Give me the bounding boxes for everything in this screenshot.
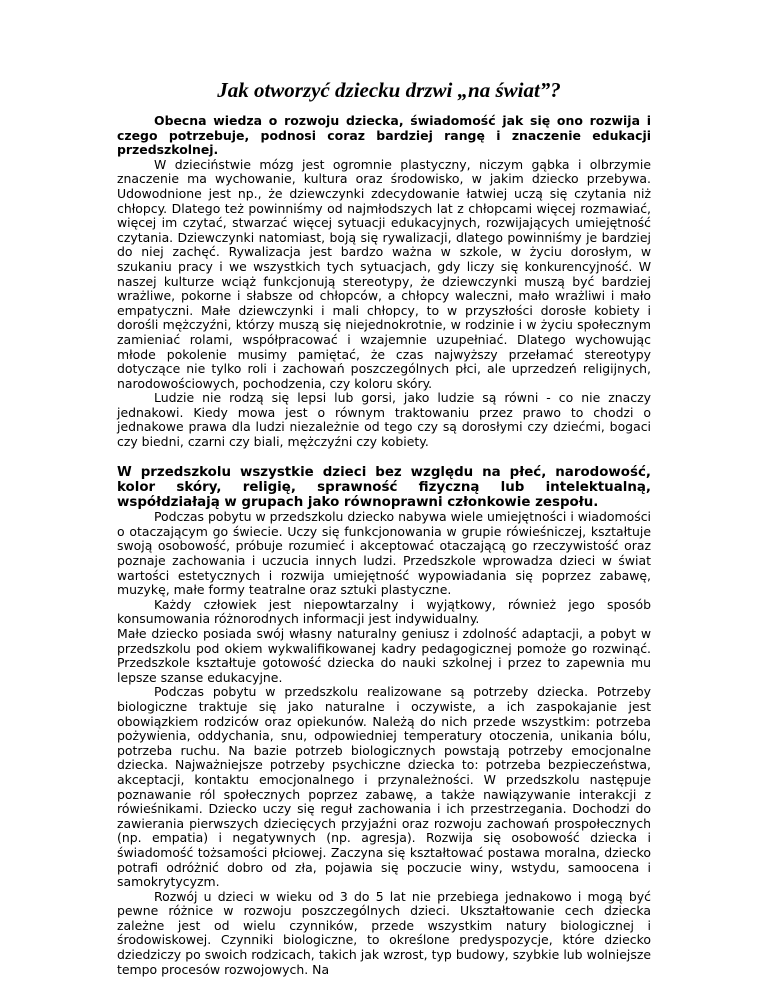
- intro-paragraph: Obecna wiedza o rozwoju dziecka, świadomość jak się ono rozwija i czego potrzebuje, podnosi coraz bardziej rangę i znaczenie edukacji przedszkolnej.: [117, 113, 651, 158]
- paragraph: Każdy człowiek jest niepowtarzalny i wyjątkowy, również jego sposób konsumowania różnorodnych informacji jest indywidualny.: [117, 596, 651, 627]
- paragraph: Podczas pobytu w przedszkolu dziecko nabywa wiele umiejętności i wiadomości o otaczającym go świecie. Uczy się funkcjonowania w grupie rówieśniczej, kształtuje swoją osobowość, próbuje rozumieć i akceptować otaczającą go rzeczywistość oraz poznaje zachowania i uczucia innych ludzi. Przedszkole wprowadza dzieci w świat wartości estetycznych i rozwija umiejętność wypowiadania się poprzez zabawę, muzykę, małe formy teatralne oraz sztuki plastyczne.: [117, 509, 651, 598]
- document-title: Jak otworzyć dziecku drzwi „na świat”?: [217, 78, 561, 102]
- paragraph: Podczas pobytu w przedszkolu realizowane są potrzeby dziecka. Potrzeby biologiczne traktuje się jako naturalne i oczywiste, a ich zaspokajanie jest obowiązkiem rodziców oraz opiekunów. Należą do nich przede wszystkim: potrzeba pożywienia, oddychania, snu, odpowiedniej temperatury otoczenia, unikania bólu, potrzeba ruchu. Na bazie potrzeb biologicznych powstają potrzeby emocjonalne dziecka. Najważniejsze potrzeby psychiczne dziecka to: potrzeba bezpieczeństwa, akceptacji, kontaktu emocjonalnego i przynależności. W przedszkolu następuje poznawanie ról społecznych poprzez zabawę, a także nawiązywanie interakcji z rówieśnikami. Dziecko uczy się reguł zachowania i ich przestrzegania. Dochodzi do zawierania pierwszych dziecięcych przyjaźni oraz rozwoju zachowań prospołecznych (np. empatia) i negatywnych (np. agresja). Rozwija się osobowość dziecka i świadomość tożsamości płciowej. Zaczyna się kształtować postawa moralna, dziecko potrafi odróżnić dobro od zła, pojawia się poczucie winy, wstydu, samoocena i samokrytycyzm.: [117, 684, 651, 890]
- bold-section-paragraph: W przedszkolu wszystkie dzieci bez względu na płeć, narodowość, kolor skóry, religię, sprawność fizyczną lub intelektualną, współdziałają w grupach jako równoprawni członkowie zespołu.: [117, 464, 651, 511]
- paragraph-gap: [117, 450, 651, 465]
- document-page: [117, 78, 651, 977]
- paragraph: Rozwój u dzieci w wieku od 3 do 5 lat nie przebiega jednakowo i mogą być pewne różnice w rozwoju poszczególnych dzieci. Ukształtowanie cech dziecka zależne jest od wielu czynników, przede wszystkim natury biologicznej i środowiskowej. Czynniki biologiczne, to określone predyspozycje, które dziecko dziedziczy po swoich rodzicach, takich jak wzrost, typ budowy, szybkie lub wolniejsze tempo procesów rozwojowych. Na: [117, 888, 651, 977]
- paragraph: Ludzie nie rodzą się lepsi lub gorsi, jako ludzie są równi - co nie znaczy jednakowi. Kiedy mowa jest o równym traktowaniu przez prawo to chodzi o jednakowe prawa dla ludzi niezależnie od tego czy są dorosłymi czy dziećmi, bogaci czy biedni, czarni czy biali, mężczyźni czy kobiety.: [117, 390, 651, 450]
- paragraph: W dzieciństwie mózg jest ogromnie plastyczny, niczym gąbka i olbrzymie znaczenie ma wychowanie, kultura oraz środowisko, w jakim dziecko przebywa. Udowodnione jest np., że dziewczynki zdecydowanie łatwiej uczą się czytania niż chłopcy. Dlatego też powinniśmy od najmłodszych lat z chłopcami więcej rozmawiać, więcej im czytać, stwarzać więcej sytuacji edukacyjnych, rozwijających umiejętność czytania. Dziewczynki natomiast, boją się rywalizacji, dlatego powinniśmy je bardziej do niej zachęć. Rywalizacja jest bardzo ważna w szkole, w życiu dorosłym, w szukaniu pracy i we wszystkich tych sytuacjach, gdy liczy się konkurencyjność. W naszej kulturze wciąż funkcjonują stereotypy, że dziewczynki muszą być bardziej wrażliwe, pokorne i słabsze od chłopców, a chłopcy waleczni, mało wrażliwi i mało empatyczni. Małe dziewczynki i mali chłopcy, to w przyszłości dorosłe kobiety i dorośli mężczyźni, którzy muszą się niejednokrotnie, w rodzinie i w życiu społecznym zamieniać rolami, współpracować i wzajemnie uzupełniać. Dlatego wychowując młode pokolenie musimy pamiętać, że czas najwyższy przełamać stereotypy dotyczące nie tylko roli i zachowań poszczególnych płci, ale uprzedzeń religijnych, narodowościowych, pochodzenia, czy koloru skóry.: [117, 156, 651, 391]
- paragraph: Małe dziecko posiada swój własny naturalny geniusz i zdolność adaptacji, a pobyt w przedszkolu pod okiem wykwalifikowanej kadry pedagogicznej pomoże go rozwinąć. Przedszkole kształtuje gotowość dziecka do nauki szkolnej i przez to zapewnia mu lepsze szanse edukacyjne.: [117, 626, 651, 685]
